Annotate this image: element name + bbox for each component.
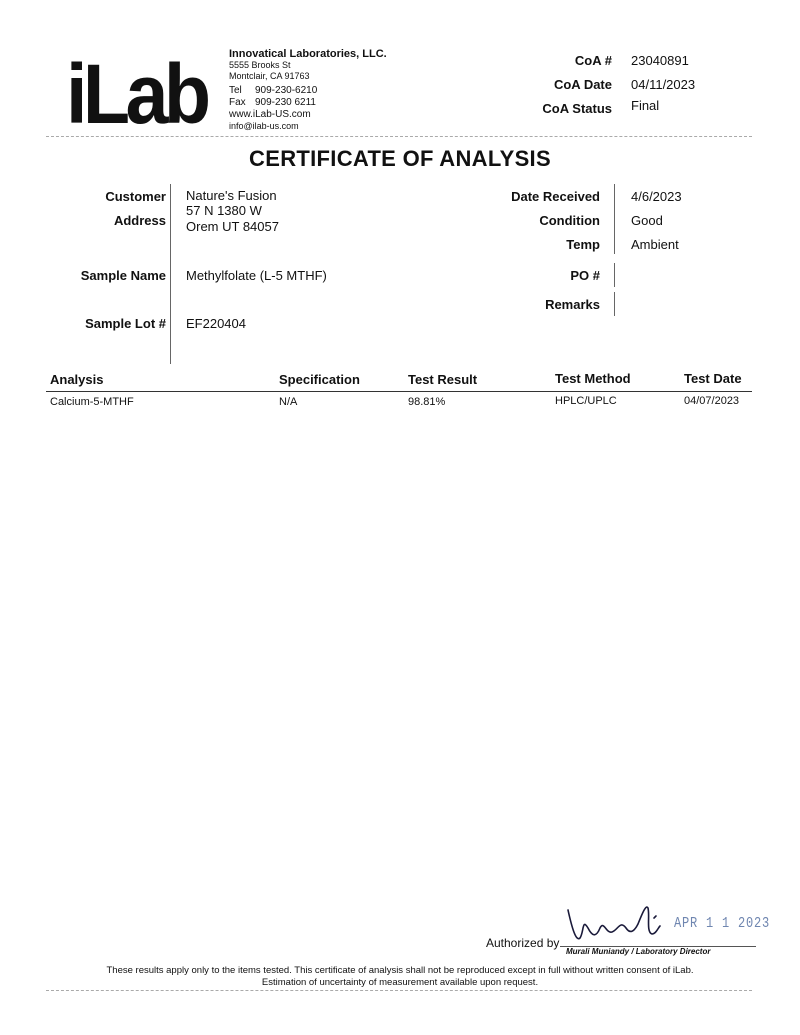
sample-lot: EF220404 (186, 316, 246, 331)
lab-web: www.iLab-US.com (229, 109, 311, 120)
col-header-test-result: Test Result (408, 372, 478, 387)
coa-date-label: CoA Date (553, 77, 612, 92)
coa-number: 23040891 (631, 53, 689, 68)
tel-label: Tel (229, 85, 242, 96)
address-label: Address (113, 213, 166, 228)
col-header-analysis: Analysis (50, 372, 104, 387)
customer-name: Nature's Fusion (186, 188, 277, 203)
coa-status: Final (631, 98, 660, 113)
coa-date: 04/11/2023 (631, 77, 696, 92)
customer-label: Customer (105, 189, 166, 204)
cell-test-method: HPLC/UPLC (555, 395, 617, 407)
footer-divider (46, 990, 752, 991)
fax-label: Fax (229, 97, 246, 108)
cell-test-date: 04/07/2023 (684, 395, 740, 407)
signature-image (562, 898, 672, 948)
lab-fax-row (229, 97, 387, 109)
footer-disclaimer: These results apply only to the items tested. This certificate of analysis shall not be reproduced except in full without written consent of iLab. (106, 965, 694, 976)
sample-name: Methylfolate (L-5 MTHF) (186, 268, 327, 283)
date-received-label: Date Received (511, 189, 600, 204)
temp-label: Temp (566, 237, 600, 252)
footer-uncertainty: Estimation of uncertainty of measurement available upon request. (261, 977, 539, 988)
coa-status-label: CoA Status (542, 101, 612, 116)
lab-tel: 909-230-6210 (255, 85, 318, 96)
cell-specification: N/A (279, 396, 298, 408)
condition-label: Condition (539, 213, 600, 228)
customer-divider (170, 184, 171, 364)
signer-name: Murali Muniandy / Laboratory Director (566, 947, 711, 956)
receipt-divider (614, 184, 615, 254)
cell-test-result: 98.81% (408, 396, 446, 408)
lab-name: Innovatical Laboratories, LLC. (229, 48, 387, 60)
ilab-logo: iLab (66, 47, 207, 141)
customer-address-line1: 57 N 1380 W (186, 203, 262, 218)
remarks-divider (614, 292, 615, 316)
po-divider (614, 263, 615, 287)
col-header-specification: Specification (279, 372, 360, 387)
header-divider (46, 136, 752, 137)
po-label: PO # (570, 268, 600, 283)
received-date-stamp: APR 1 1 2023 (674, 915, 771, 932)
remarks-label: Remarks (545, 297, 600, 312)
table-header-rule (46, 391, 752, 392)
temp: Ambient (631, 237, 679, 252)
table-row (0, 396, 800, 412)
authorized-by-label: Authorized by (486, 936, 560, 950)
lab-street: 5555 Brooks St (229, 60, 291, 70)
col-header-test-method: Test Method (555, 371, 631, 386)
date-received: 4/6/2023 (631, 189, 682, 204)
sample-lot-label: Sample Lot # (85, 316, 166, 331)
lab-city: Montclair, CA 91763 (229, 71, 310, 81)
lab-email: info@ilab-us.com (229, 121, 299, 131)
lab-tel-row (229, 85, 387, 97)
condition: Good (631, 213, 663, 228)
lab-fax: 909-230 6211 (255, 97, 316, 108)
coa-number-label: CoA # (574, 53, 612, 68)
document-title: CERTIFICATE OF ANALYSIS (249, 146, 551, 171)
customer-address-line2: Orem UT 84057 (186, 219, 279, 234)
cell-analysis: Calcium-5-MTHF (50, 396, 134, 408)
lab-info (229, 48, 387, 132)
sample-name-label: Sample Name (80, 268, 166, 283)
col-header-test-date: Test Date (684, 371, 742, 386)
